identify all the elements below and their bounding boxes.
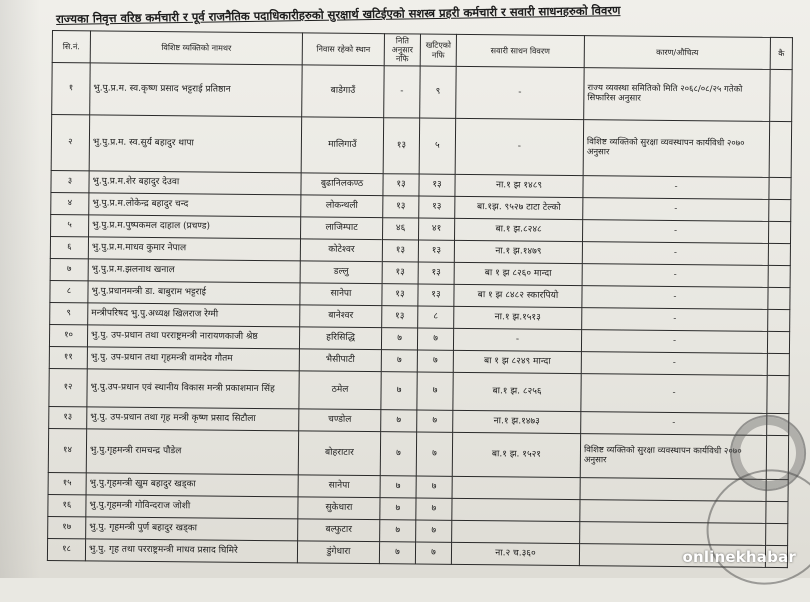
row-reason: - xyxy=(582,286,768,310)
row-remark xyxy=(767,331,789,353)
row-sn: ९ xyxy=(50,302,88,324)
header-policy: निति अनुसार नफि xyxy=(384,34,420,66)
row-residence: चण्डोल xyxy=(299,409,381,432)
row-vehicle: ना.१ झ.१५१३ xyxy=(454,306,582,329)
row-remark xyxy=(769,121,792,177)
row-deployed: १३ xyxy=(418,284,454,306)
row-deployed: ५ xyxy=(419,118,456,174)
row-remark xyxy=(768,243,790,265)
row-reason: - xyxy=(582,308,768,332)
header-remark: कै xyxy=(770,37,792,69)
row-remark xyxy=(768,287,790,309)
header-sn: सि.नं. xyxy=(52,31,90,63)
row-deployed: ७ xyxy=(415,542,451,564)
row-vehicle xyxy=(452,498,580,521)
row-reason: - xyxy=(581,352,767,376)
row-vehicle xyxy=(452,520,580,543)
row-sn: ६ xyxy=(50,236,88,258)
row-name: भु.पु.प्र.म. स्व.कृष्ण प्रसाद भट्टराई प्रतिष्ठान xyxy=(90,63,302,117)
table-row xyxy=(52,63,792,122)
row-sn: १७ xyxy=(48,516,86,538)
row-deployed: ७ xyxy=(417,350,453,372)
row-name: भु.पु.प्र.म.झलनाथ खनाल xyxy=(88,259,300,283)
row-remark xyxy=(768,265,790,287)
row-residence: हरिसिद्धि xyxy=(299,327,381,350)
row-deployed: ७ xyxy=(416,498,452,520)
row-sn: ३ xyxy=(51,170,89,192)
row-policy: ७ xyxy=(380,432,416,476)
row-deployed: १३ xyxy=(418,240,454,262)
table-row xyxy=(51,115,792,178)
row-name: भु.पु.प्रधानमन्त्री डा. बाबुराम भट्टराई xyxy=(88,281,300,305)
row-deployed: ७ xyxy=(417,410,453,432)
row-deployed: ७ xyxy=(416,432,452,476)
row-vehicle: ना.१ झ १४८९ xyxy=(455,174,583,197)
row-remark xyxy=(768,221,790,243)
row-policy: ७ xyxy=(381,372,417,410)
row-vehicle: - xyxy=(455,118,584,175)
row-vehicle: बा.१झ. ९५२७ टाटा टेल्को xyxy=(455,196,583,219)
row-policy: १३ xyxy=(383,196,419,218)
row-deployed: ७ xyxy=(416,476,452,498)
table-row xyxy=(48,428,788,479)
row-deployed: ७ xyxy=(417,372,453,410)
row-sn: १५ xyxy=(48,472,86,494)
row-vehicle: - xyxy=(456,66,584,119)
row-vehicle: ना.१ झ.१४७९ xyxy=(454,240,582,263)
row-deployed: ९ xyxy=(420,66,456,118)
row-policy: ७ xyxy=(381,328,417,350)
row-reason: - xyxy=(581,330,767,354)
header-residence: निवास रहेको स्थान xyxy=(302,33,384,66)
row-residence: सानेपा xyxy=(300,283,382,306)
row-reason: - xyxy=(583,198,769,222)
row-remark xyxy=(767,353,789,375)
row-name: भु.पु. उप-प्रधान तथा गृह मन्त्री कृष्ण प्रसाद सिटौला xyxy=(87,407,299,431)
row-name: भु.पु.प्र.म.पुष्पकमल दाहाल (प्रचण्ड) xyxy=(89,215,301,239)
row-name: भु.पु. गृहमन्त्री पुर्ण बहादुर खड्का xyxy=(86,517,298,541)
row-sn: ११ xyxy=(49,346,87,368)
row-vehicle: ना.१ झ.१४७३ xyxy=(453,410,581,433)
row-sn: १६ xyxy=(48,494,86,516)
row-reason: - xyxy=(581,412,767,436)
row-policy: १३ xyxy=(382,306,418,328)
row-deployed: ७ xyxy=(417,328,453,350)
row-reason: - xyxy=(582,242,768,266)
row-policy: ७ xyxy=(380,498,416,520)
row-reason: - xyxy=(583,176,769,200)
row-deployed: १३ xyxy=(419,174,455,196)
row-residence: बानेश्वर xyxy=(300,305,382,328)
row-residence: बुढानिलकण्ठ xyxy=(301,173,383,196)
row-vehicle: बा.१ झ.८२४८ xyxy=(454,218,582,241)
row-name: भु.पु.प्र.म.शेर बहादुर देउवा xyxy=(89,171,301,195)
row-reason: विशिष्ट व्यक्तिको सुरक्षा व्यवस्थापन कार्यविधी २०७० अनुसार xyxy=(583,120,770,178)
row-vehicle xyxy=(452,476,580,499)
row-sn: १४ xyxy=(48,428,86,472)
header-reason: कारण/औचित्य xyxy=(584,36,770,70)
row-deployed: ७ xyxy=(416,520,452,542)
row-policy: १३ xyxy=(382,262,418,284)
row-sn: १ xyxy=(52,63,90,115)
header-vehicle: सवारी साधन विवरण xyxy=(456,34,584,67)
row-reason: - xyxy=(582,220,768,244)
row-policy: ७ xyxy=(381,410,417,432)
row-deployed: ८ xyxy=(418,306,454,328)
row-residence: मालिगाउँ xyxy=(301,117,384,174)
row-residence: कोटेश्वर xyxy=(300,239,382,262)
row-policy: ४६ xyxy=(383,218,419,240)
row-residence: ठमेल xyxy=(299,371,381,410)
row-remark xyxy=(769,177,791,199)
row-name: भु.पु.प्र.म.माधव कुमार नेपाल xyxy=(88,237,300,261)
row-vehicle: बा १ झ ८४८२ स्कारपियो xyxy=(454,284,582,307)
row-name: भु.पु.गृहमन्त्री रामचन्द्र पौडेल xyxy=(86,429,298,475)
row-policy: १३ xyxy=(382,284,418,306)
row-policy: ७ xyxy=(381,350,417,372)
row-deployed: १३ xyxy=(419,196,455,218)
row-policy: ७ xyxy=(379,542,415,564)
row-deployed: ४१ xyxy=(419,218,455,240)
row-sn: १२ xyxy=(49,368,87,406)
row-vehicle: ना.२ च.३६० xyxy=(451,542,579,565)
security-personnel-table xyxy=(47,30,793,568)
row-remark xyxy=(768,309,790,331)
row-policy: १३ xyxy=(382,240,418,262)
row-name: भु.पु.प्र.म.लोकेन्द्र बहादुर चन्द xyxy=(89,193,301,217)
row-vehicle: बा १ झ ८२६० मान्दा xyxy=(454,262,582,285)
row-sn: १० xyxy=(49,324,87,346)
row-policy: - xyxy=(384,66,420,118)
row-name: भु.पु.प्र.म. स्व.सुर्य बहादुर थापा xyxy=(89,115,302,173)
row-reason: - xyxy=(581,374,767,414)
row-sn: १३ xyxy=(49,406,87,428)
row-name: भु.पु.गृहमन्त्री खुम बहादुर खड्का xyxy=(86,473,298,497)
row-sn: ४ xyxy=(51,192,89,214)
row-residence: बल्फुटार xyxy=(298,519,380,542)
row-remark xyxy=(770,69,792,121)
row-remark xyxy=(769,199,791,221)
header-deployed: खटिएको नफि xyxy=(420,34,456,66)
document-title: राज्यका निवृत्त वरिष्ठ कर्मचारी र पूर्व राजनैतिक पदाधिकारीहरुको सुरक्षार्थ खटिईएको सशस्त्र प्रहरी कर्मचारी र सवारी साधनहरुको विवरण xyxy=(56,3,621,26)
row-sn: ७ xyxy=(50,258,88,280)
row-residence: भैसीपाटी xyxy=(299,349,381,372)
row-vehicle: बा.१ झ. १५२१ xyxy=(452,432,580,477)
row-residence: लाजिम्पाट xyxy=(301,217,383,240)
row-vehicle: - xyxy=(453,328,581,351)
row-deployed: १३ xyxy=(418,262,454,284)
row-residence: बोहराटार xyxy=(298,431,380,476)
row-residence: सानेपा xyxy=(298,475,380,498)
row-policy: १३ xyxy=(383,118,420,174)
row-residence: लोकन्थली xyxy=(301,195,383,218)
row-reason: - xyxy=(582,264,768,288)
row-vehicle: बा १ झ ८२४९ मान्दा xyxy=(453,350,581,373)
row-policy: १३ xyxy=(383,174,419,196)
watermark: onlinekhabar xyxy=(682,548,796,566)
row-reason: राज्य व्यवस्था समितिको मिति २०६८/०८/२५ गतेको सिफारिस अनुसार xyxy=(584,68,770,122)
row-name: भु.पु.उप-प्रधान एवं स्थानीय विकास मन्त्री प्रकाशमान सिंह xyxy=(87,369,299,409)
row-policy: ७ xyxy=(380,520,416,542)
page-shadow xyxy=(0,0,40,578)
row-reason: विशिष्ट व्यक्तिको सुरक्षा व्यवस्थापन कार्यविधी २०७० अनुसार xyxy=(580,434,766,480)
row-sn: ५ xyxy=(51,214,89,236)
row-policy: ७ xyxy=(380,476,416,498)
row-sn: १८ xyxy=(47,538,85,560)
row-name: भु.पु. उप-प्रधान तथा गृहमन्त्री वामदेव गौतम xyxy=(87,347,299,371)
row-remark xyxy=(767,375,789,413)
row-sn: ८ xyxy=(50,280,88,302)
row-residence: सुकेधारा xyxy=(298,497,380,520)
row-vehicle: बा.१ झ. ८२५६ xyxy=(453,372,581,411)
header-name: विशिष्ट व्यक्तिको नामथर xyxy=(90,31,302,65)
row-name: भु.पु. उप-प्रधान तथा परराष्ट्रमन्त्री नारायणकाजी श्रेष्ठ xyxy=(87,325,299,349)
row-residence: डल्लु xyxy=(300,261,382,284)
row-name: भु.पु. गृह तथा परराष्ट्रमन्त्री माधव प्रसाद घिमिरे xyxy=(85,539,297,563)
row-residence: बाडेगाउँ xyxy=(302,65,384,118)
row-sn: २ xyxy=(51,115,90,171)
row-residence: डुंगेधारा xyxy=(297,541,379,564)
row-name: भु.पु.गृहमन्त्री गोविन्दराज जोशी xyxy=(86,495,298,519)
row-name: मन्त्रीपरिषद भु.पु.अध्यक्ष खिलराज रेग्मी xyxy=(88,303,300,327)
